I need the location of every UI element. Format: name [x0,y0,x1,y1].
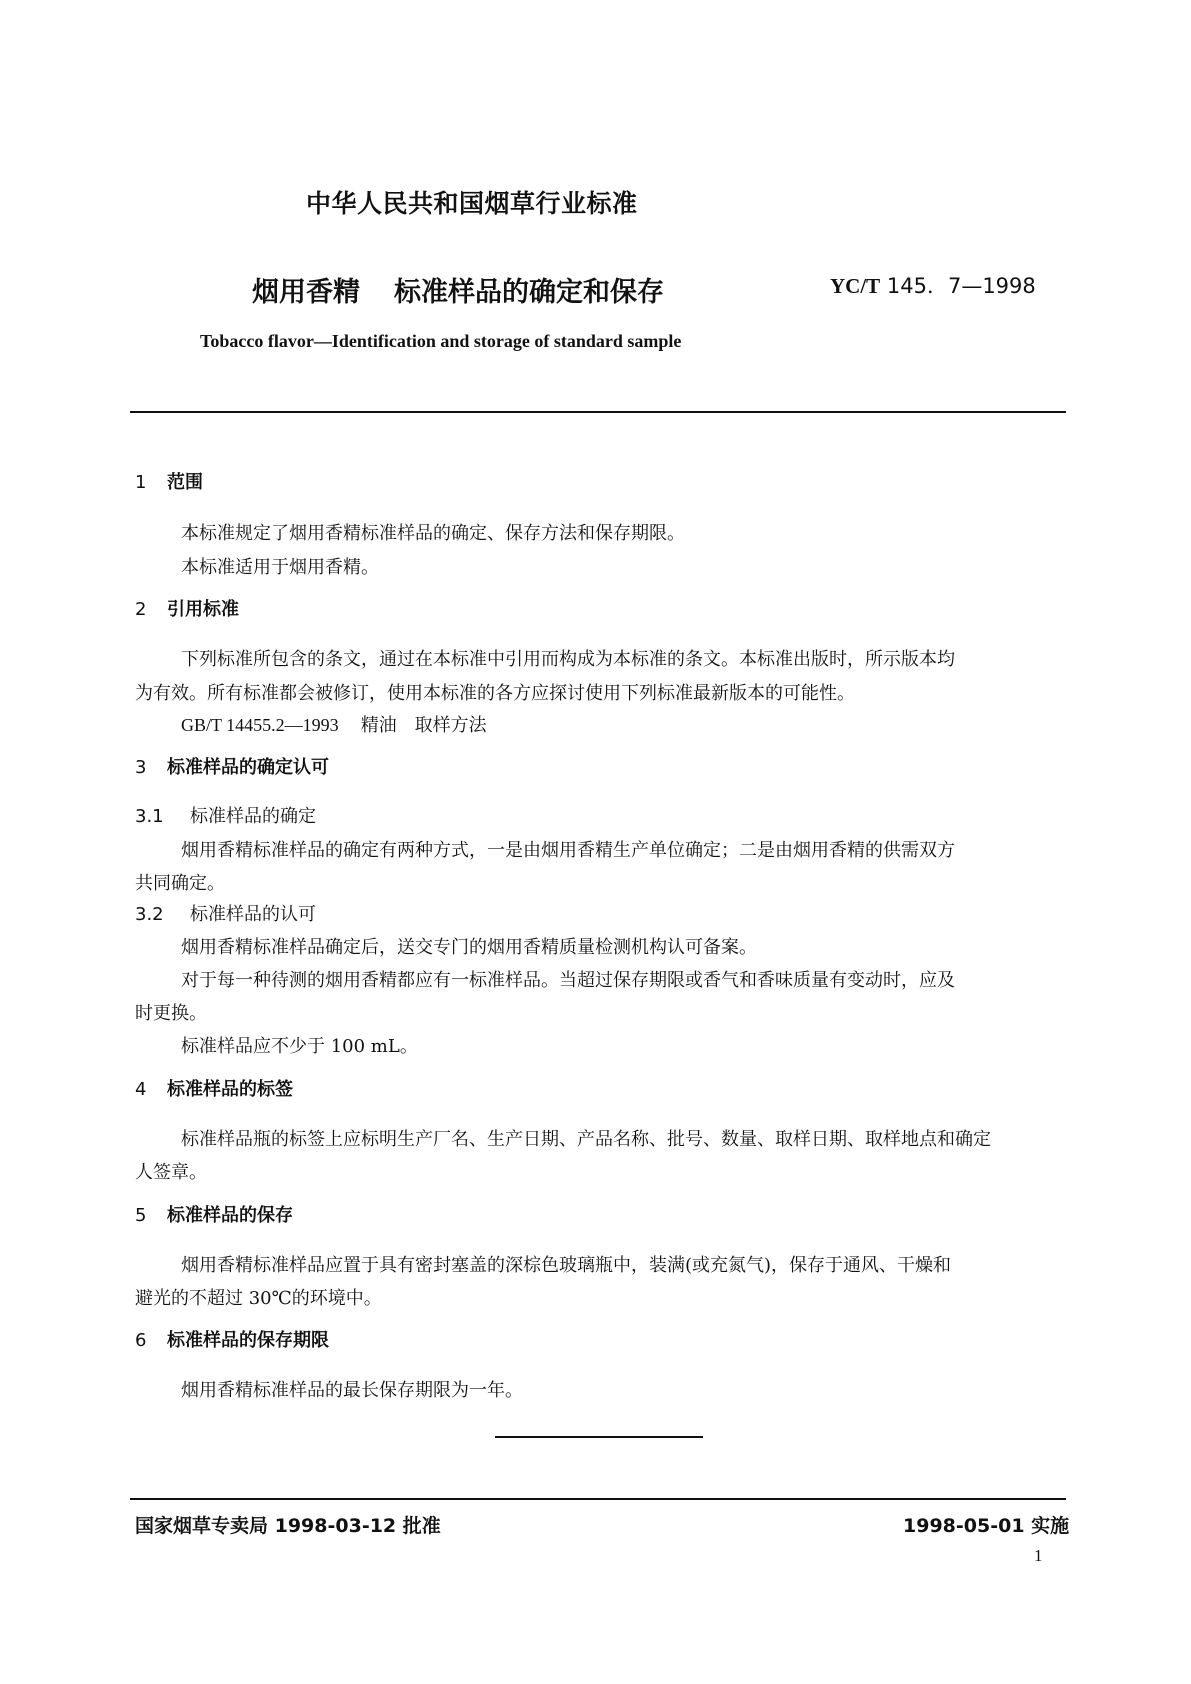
section-5-heading [135,1201,293,1227]
subsection-3-2-paragraph-1: 烟用香精标准样品确定后，送交专门的烟用香精质量检测机构认可备案。 [181,937,757,958]
page-number: 1 [1034,1546,1043,1565]
section-2-heading [135,595,239,621]
section-6-heading [135,1326,329,1352]
document-title [252,270,664,309]
reference-code: GB/T 14455.2—1993 [181,715,339,735]
subsection-3-1-line-1: 烟用香精标准样品的确定有两种方式，一是由烟用香精生产单位确定；二是由烟用香精的供需双方 [181,840,955,861]
section-4-number: 4 [135,1079,147,1100]
header-divider [130,411,1066,413]
normative-reference [181,711,487,737]
section-1-paragraph-2: 本标准适用于烟用香精。 [181,557,379,578]
reference-title: 精油 取样方法 [360,715,487,736]
section-6-paragraph: 烟用香精标准样品的最长保存期限为一年。 [181,1380,523,1401]
subsection-3-2-paragraph-2-line-1: 对于每一种待测的烟用香精都应有一标准样品。当超过保存期限或香气和香味质量有变动时，应及 [181,970,955,991]
subsection-3-2-paragraph-3: 标准样品应不少于 100 mL。 [181,1036,418,1057]
section-3-title: 标准样品的确定认可 [167,757,329,778]
section-3-heading [135,753,329,779]
section-4-line-2: 人签章。 [135,1162,207,1183]
section-5-line-1: 烟用香精标准样品应置于具有密封塞盖的深棕色玻璃瓶中，装满(或充氮气)，保存于通风、干燥和 [181,1255,952,1276]
section-5-title: 标准样品的保存 [167,1205,293,1226]
standard-code-prefix: YC/T [830,274,881,298]
subsection-3-1-title: 标准样品的确定 [190,806,316,827]
section-1-title: 范围 [167,472,203,493]
title-part-2: 标准样品的确定和保存 [394,277,664,308]
section-4-heading [135,1075,293,1101]
footer-divider [130,1498,1066,1500]
section-2-paragraph-line-2: 为有效。所有标准都会被修订，使用本标准的各方应探讨使用下列标准最新版本的可能性。 [135,683,855,704]
subsection-3-1-heading [135,802,316,828]
section-5-line-2: 避光的不超过 30℃的环境中。 [135,1288,382,1309]
section-4-title: 标准样品的标签 [167,1079,293,1100]
subsection-3-1-number: 3.1 [135,806,164,827]
section-1-paragraph-1: 本标准规定了烟用香精标准样品的确定、保存方法和保存期限。 [181,523,685,544]
end-of-text-rule [495,1436,703,1438]
effective-date: 1998-05-01 实施 [903,1515,1070,1537]
subsection-3-2-number: 3.2 [135,904,164,925]
section-3-number: 3 [135,757,147,778]
approval-info: 国家烟草专卖局 1998-03-12 批准 [135,1515,441,1537]
section-6-number: 6 [135,1330,147,1351]
english-title: Tobacco flavor—Identification and storage of standard sample [200,331,682,351]
section-6-title: 标准样品的保存期限 [167,1330,329,1351]
section-1-heading [135,468,203,494]
standard-code-number: 145．7—1998 [886,274,1036,298]
standard-code [830,270,1036,300]
section-4-line-1: 标准样品瓶的标签上应标明生产厂名、生产日期、产品名称、批号、数量、取样日期、取样地点和确定 [181,1129,991,1150]
section-2-number: 2 [135,599,147,620]
section-5-number: 5 [135,1205,147,1226]
subsection-3-1-line-2: 共同确定。 [135,873,225,894]
subsection-3-2-title: 标准样品的认可 [190,904,316,925]
section-2-title: 引用标准 [167,599,239,620]
standard-category: 中华人民共和国烟草行业标准 [306,189,638,218]
section-1-number: 1 [135,472,147,493]
section-2-paragraph-line-1: 下列标准所包含的条文，通过在本标准中引用而构成为本标准的条文。本标准出版时，所示版本均 [181,649,955,670]
subsection-3-2-paragraph-2-line-2: 时更换。 [135,1003,207,1024]
title-part-1: 烟用香精 [252,277,360,308]
subsection-3-2-heading [135,900,316,926]
